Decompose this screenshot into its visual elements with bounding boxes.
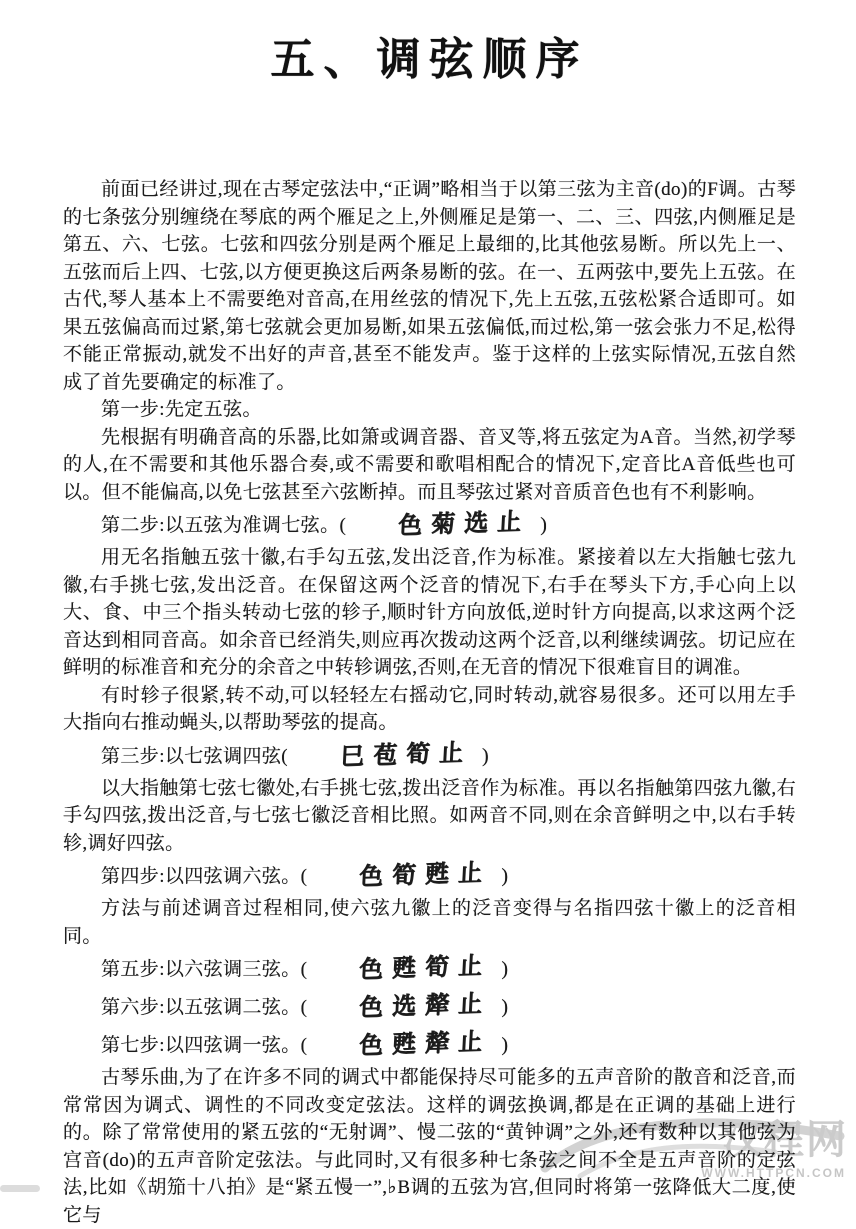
jianzipu-notation: 色甦筍止 (358, 951, 493, 984)
closing-paren: ) (501, 996, 511, 1018)
step-heading (63, 737, 796, 775)
jianzipu-notation: 巳苞筍止 (339, 738, 473, 771)
paragraph: 以大指触第七弦七徽处,右手挑七弦,拨出泛音作为标准。再以名指触第四弦九徽,右手勾四弦,拨出泛音,与七弦七徽泛音相比照。如两音不同,则在余音鲜明之中,以右手转轸,调好四弦。 (63, 777, 796, 854)
paragraph: 古琴乐曲,为了在许多不同的调式中都能保持尽可能多的五声音阶的散音和泛音,而常常因为调式、调性的不同改变定弦法。这样的调弦换调,都是在正调的基础上进行的。除了常常使用的紧五弦的“无射调”、慢二弦的“黄钟调”之外,还有数种以其他弦为宫音(do)的五声音阶定弦法。与此同时,又有很多种七条弦之间不全是五声音阶的定弦法,比如《胡笳十八拍》是“紧五慢一”,♭B调的五弦为宫,但同时将第一弦降低大二度,使它与 (63, 1067, 796, 1226)
paragraph: 先根据有明确音高的乐器,比如箫或调音器、音叉等,将五弦定为A音。当然,初学琴的人,在不需要和其他乐器合奏,或不需要和歌唱相配合的情况下,定音比A音低些也可以。但不能偏高,以免七弦甚至六弦断掉。而且琴弦过紧对音质音色也有不利影响。 (63, 426, 796, 503)
step-label: 第五步:以六弦调三弦。( (101, 959, 308, 980)
step-label: 第二步:以五弦为准调七弦。( (101, 515, 347, 536)
step-heading: 第一步:先定五弦。 (101, 399, 262, 420)
watermark-url-text: WWW.HTTPCN.COM (701, 1166, 846, 1180)
jianzipu-notation: 色筍甦止 (358, 858, 493, 891)
jianzipu-notation: 色菊选止 (397, 507, 531, 540)
closing-paren: ) (482, 744, 491, 767)
step-heading (63, 988, 796, 1026)
step-label: 第三步:以七弦调四弦( (101, 745, 289, 767)
jianzipu-notation: 色选犛止 (358, 989, 493, 1022)
paragraph: 有时轸子很紧,转不动,可以轻轻左右摇动它,同时转动,就容易很多。还可以用左手大指向右推动蝇头,以帮助琴弦的提高。 (63, 684, 796, 733)
closing-paren: ) (501, 958, 511, 980)
watermark-logo-text: 汉程网 (722, 1118, 848, 1162)
closing-paren: ) (501, 1034, 511, 1056)
step-label: 第七步:以四弦调一弦。( (101, 1035, 308, 1056)
body-text-block (63, 176, 796, 1229)
step-heading (63, 857, 796, 895)
paragraph: 用无名指触五弦十徽,右手勾五弦,发出泛音,作为标准。紧接着以左大指触七弦九徽,右手挑七弦,发出泛音。在保留这两个泛音的情况下,右手在琴头下方,手心向上以大、食、中三个指头转动七弦的轸子,顺时针方向放低,逆时针方向提高,以求这两个泛音达到相同音高。如余音已经消失,则应再次拨动这两个泛音,以利继续调弦。切记应在鲜明的标准音和充分的余音之中转轸调弦,否则,在无音的情况下很难盲目的调准。 (63, 547, 796, 678)
step-label: 第四步:以四弦调六弦。( (101, 866, 308, 887)
step-heading (63, 950, 796, 988)
page-title: 五、调弦顺序 (270, 35, 589, 84)
step-heading (63, 1026, 796, 1064)
paragraph: 方法与前述调音过程相同,使六弦九徽上的泛音变得与名指四弦十徽上的泛音相同。 (63, 898, 796, 947)
step-label: 第六步:以五弦调二弦。( (101, 997, 308, 1018)
jianzipu-notation: 色甦犛止 (358, 1027, 493, 1060)
paragraph: 前面已经讲过,现在古琴定弦法中,“正调”略相当于以第三弦为主音(do)的F调。古琴的七条弦分别缠绕在琴底的两个雁足之上,外侧雁足是第一、二、三、四弦,内侧雁足是第五、六、七弦。七弦和四弦分别是两个雁足上最细的,比其他弦易断。所以先上一、五弦而后上四、七弦,以方便更换这后两条易断的弦。在一、五两弦中,要先上五弦。在古代,琴人基本上不需要绝对音高,在用丝弦的情况下,先上五弦,五弦松紧合适即可。如果五弦偏高而过紧,第七弦就会更加易断,如果五弦偏低,而过松,第一弦会张力不足,松得不能正常振动,就发不出好的声音,甚至不能发声。鉴于这样的上弦实际情况,五弦自然成了首先要确定的标准了。 (63, 179, 796, 393)
closing-paren: ) (540, 514, 549, 536)
closing-paren: ) (501, 865, 511, 887)
step-heading (63, 506, 796, 544)
